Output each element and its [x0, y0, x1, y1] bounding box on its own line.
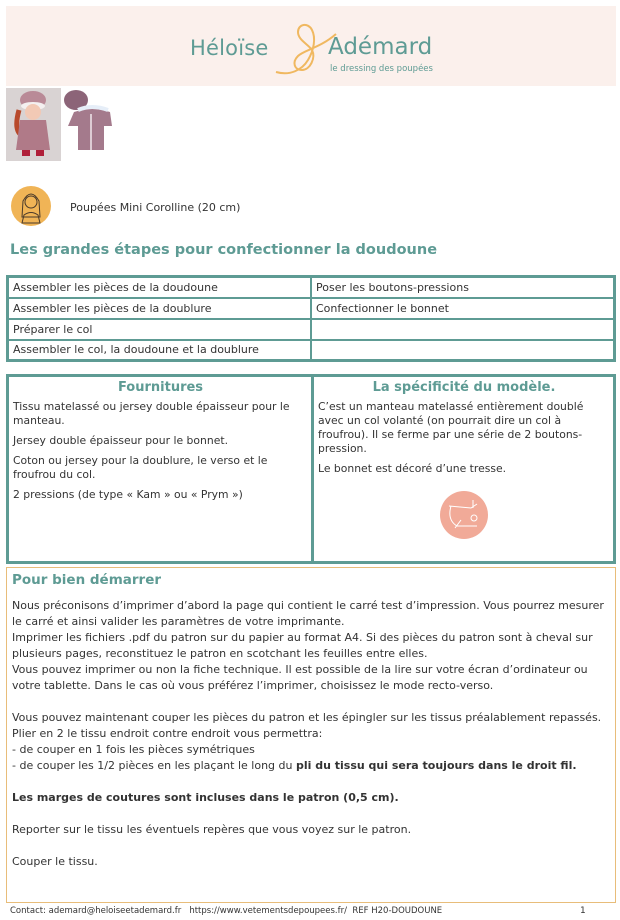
step-cell: Confectionner le bonnet	[311, 298, 615, 319]
bullet-bold-text: pli du tissu qui sera toujours dans le droit fil.	[295, 759, 577, 772]
steps-table	[6, 275, 616, 362]
step-cell: Préparer le col	[8, 319, 312, 340]
table-row	[8, 340, 615, 361]
coat-hat-photo	[62, 88, 116, 161]
supplies-heading: Fournitures	[117, 380, 204, 395]
coat-illustration-icon	[62, 88, 116, 161]
bullet-item	[12, 758, 611, 774]
seam-allowance-note	[12, 790, 611, 806]
instruction-paragraph: Couper le tissu.	[12, 855, 98, 868]
supply-item: Jersey double épaisseur pour le bonnet.	[13, 434, 229, 447]
supply-item: Tissu matelassé ou jersey double épaisseur pour le manteau.	[13, 400, 290, 427]
instruction-paragraph: Reporter sur le tissu les éventuels repères que vous voyez sur le patron.	[12, 823, 412, 836]
step-cell: Poser les boutons-pressions	[311, 277, 615, 298]
step-cell	[311, 340, 615, 361]
footer-contact: Contact: ademard@heloiseetademard.fr https://www.vetementsdepoupees.fr/ REF H20-DOUDOUNE	[10, 906, 443, 916]
step-cell: Assembler les pièces de la doublure	[8, 298, 312, 319]
steps-title: Les grandes étapes pour confectionner la doudoune	[10, 242, 438, 258]
specificity-column	[311, 377, 613, 561]
bullet-item: - de couper en 1 fois les pièces symétriques	[12, 743, 255, 756]
doll-avatar-icon	[10, 185, 52, 227]
table-row	[8, 277, 615, 298]
instruction-paragraph: Vous pouvez imprimer ou non la fiche technique. Il est possible de la lire sur votre écran d’ordinateur ou votre tablette. Dans le cas où vous préférez l’imprimer, choisissez le mode recto-verso.	[12, 663, 588, 692]
table-row	[8, 298, 615, 319]
specificity-heading: La spécificité du modèle.	[372, 380, 556, 395]
doll-coat-photo	[6, 88, 61, 161]
specificity-paragraph: C’est un manteau matelassé entièrement doublé avec un col volanté (on pourrait dire un col à froufrou). Il se ferme par une série de 2 boutons-pression.	[318, 400, 584, 455]
sewing-machine-icon	[439, 490, 489, 540]
doll-illustration-icon	[6, 88, 61, 161]
step-cell	[311, 319, 615, 340]
instruction-paragraph: Plier en 2 le tissu endroit contre endroit vous permettra:	[12, 727, 323, 740]
instruction-paragraph: Imprimer les fichiers .pdf du patron sur du papier au format A4. Si des pièces du patron sont à cheval sur plusieurs pages, reconstituez le patron en scotchant les feuilles entre elles.	[12, 631, 593, 660]
supplies-column	[9, 377, 311, 561]
getting-started-heading: Pour bien démarrer	[12, 572, 162, 588]
bullet-text: - de couper les 1/2 pièces en les plaçant le long du	[12, 759, 296, 772]
table-row	[8, 319, 615, 340]
specificity-paragraph: Le bonnet est décoré d’une tresse.	[318, 462, 507, 475]
supply-item: 2 pressions (de type « Kam » ou « Prym »)	[13, 488, 243, 501]
step-cell: Assembler les pièces de la doudoune	[8, 277, 312, 298]
getting-started-box	[6, 567, 616, 903]
instruction-paragraph: Nous préconisons d’imprimer d’abord la page qui contient le carré test d’impression. Vous pourrez mesurer le carré et ainsi valider les paramètres de votre imprimante.	[12, 599, 604, 628]
page-number: 1	[580, 906, 586, 916]
step-cell: Assembler le col, la doudoune et la doublure	[8, 340, 312, 361]
doll-size-label: Poupées Mini Corolline (20 cm)	[70, 201, 241, 214]
instruction-paragraph: Vous pouvez maintenant couper les pièces du patron et les épingler sur les tissus préalablement repassés.	[12, 711, 602, 724]
brand-tagline: le dressing des poupées	[330, 64, 433, 74]
brand-name-left: Héloïse	[190, 36, 269, 60]
brand-name-right: Adémard	[328, 34, 433, 60]
seam-allowance-text: Les marges de coutures sont incluses dans le patron (0,5 cm).	[12, 791, 399, 804]
info-table	[6, 374, 616, 564]
supply-item: Coton ou jersey pour la doublure, le verso et le froufrou du col.	[13, 454, 268, 481]
brand-logo	[186, 20, 446, 80]
header-banner	[6, 6, 616, 86]
